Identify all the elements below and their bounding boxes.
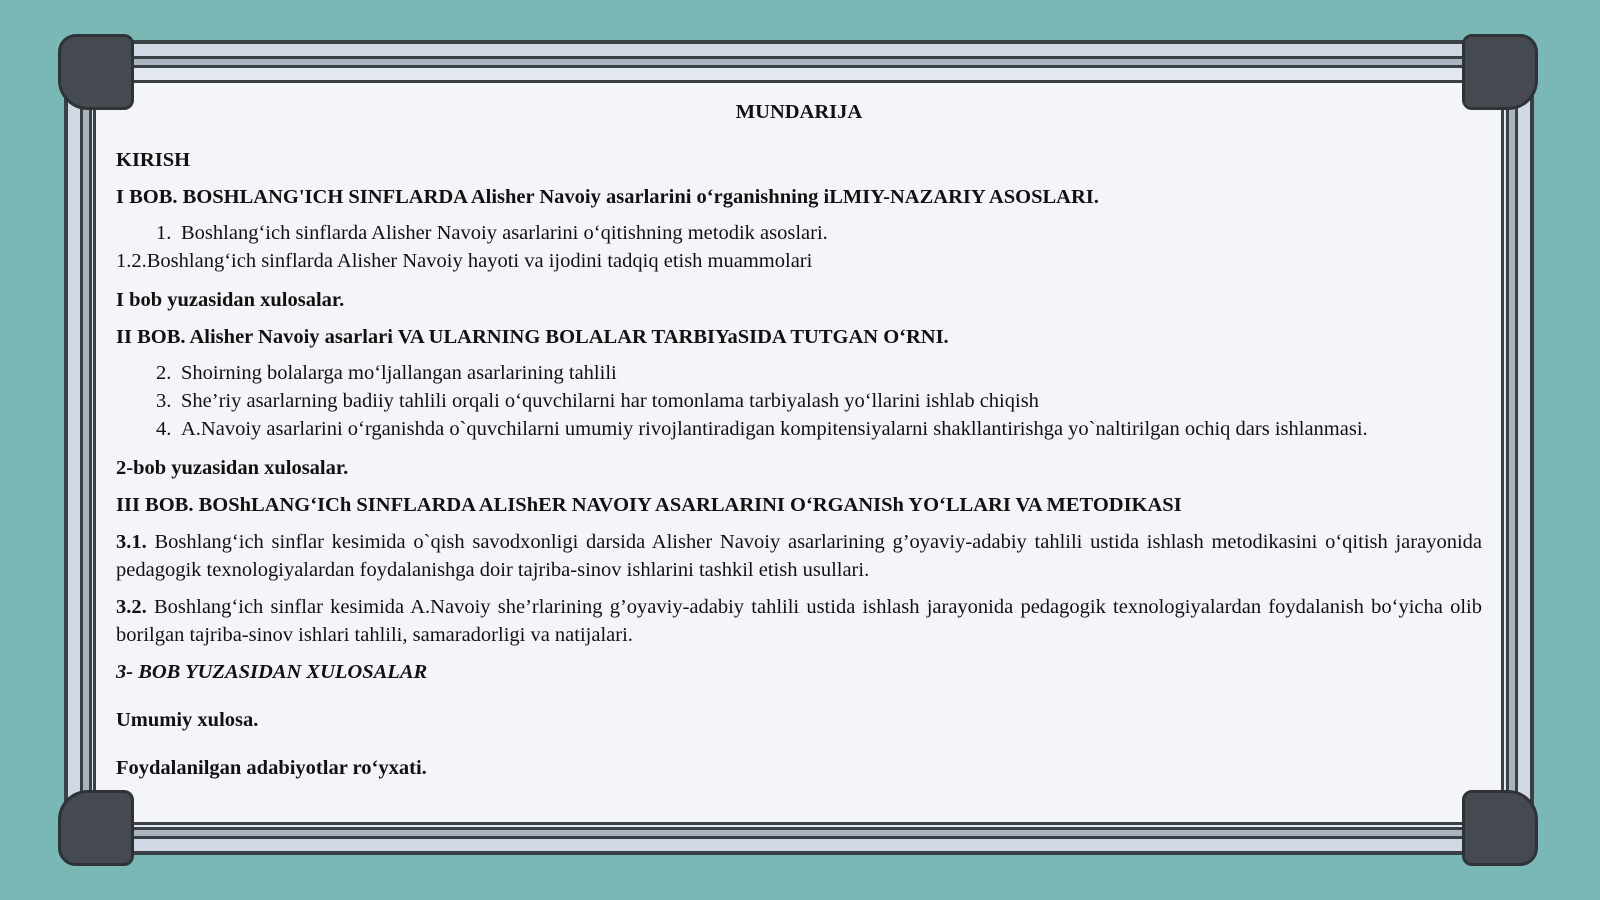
chapter1-conclusion: I bob yuzasidan xulosalar. bbox=[116, 289, 345, 311]
chapter1-subsection: 1.2.Boshlang‘ich sinflarda Alisher Navoiy hayoti va ijodini tadqiq etish muammolari bbox=[116, 250, 813, 272]
general-conclusion: Umumiy xulosa. bbox=[116, 709, 259, 731]
list-item-text: Boshlang‘ich sinflarda Alisher Navoiy asarlarini o‘qitishning metodik asoslari. bbox=[181, 222, 828, 244]
list-item-text: Shoirning bolalarga mo‘ljallangan asarlarining tahlili bbox=[181, 362, 617, 384]
chapter2-conclusion: 2-bob yuzasidan xulosalar. bbox=[116, 457, 349, 479]
section-text: Boshlang‘ich sinflar kesimida o`qish savodxonligi darsida Alisher Navoiy asarlarining g’oyaviy-adabiy tahlili ustida ishlash metodikasini o‘qitish jarayonida pedagogik texnologiyalardan foydalanishga doir tajriba-sinov ishlarini tashkil etish usullari. bbox=[116, 531, 1482, 581]
section-number: 3.1. bbox=[116, 531, 147, 553]
chapter3-heading: III BOB. BOShLANG‘ICh SINFLARDA ALIShER NAVOIY ASARLARINI O‘RGANISh YO‘LLARI VA METODIKASI bbox=[116, 494, 1182, 516]
section-number: 3.2. bbox=[116, 596, 147, 618]
list-item bbox=[116, 359, 1482, 387]
references-entry: Foydalanilgan adabiyotlar ro‘yxati. bbox=[116, 757, 427, 779]
chapter2-list bbox=[116, 359, 1482, 443]
list-item-text: She’riy asarlarning badiiy tahlili orqali o‘quvchilarni har tomonlama tarbiyalash yo‘llarini ishlab chiqish bbox=[181, 390, 1039, 412]
list-item-number: 2. bbox=[156, 362, 172, 384]
chapter1-list bbox=[116, 219, 1482, 247]
list-item bbox=[116, 387, 1482, 415]
list-item-number: 4. bbox=[156, 418, 172, 440]
page-title: MUNDARIJA bbox=[735, 101, 863, 123]
list-item bbox=[116, 219, 1482, 247]
frame-corner-bottom-right bbox=[1462, 790, 1538, 866]
list-item bbox=[116, 415, 1482, 443]
chapter3-conclusion: 3- BOB YUZASIDAN XULOSALAR bbox=[116, 661, 428, 683]
list-item-number: 1. bbox=[156, 222, 172, 244]
chapter1-heading: I BOB. BOSHLANG'ICH SINFLARDA Alisher Navoiy asarlarini o‘rganishning iLMIY-NAZARIY ASOSLARI. bbox=[116, 186, 1099, 208]
intro-entry: KIRISH bbox=[116, 149, 191, 171]
chapter2-heading: II BOB. Alisher Navoiy asarlari VA ULARNING BOLALAR TARBIYaSIDA TUTGAN O‘RNI. bbox=[116, 326, 949, 348]
table-of-contents bbox=[116, 98, 1482, 782]
list-item-text: A.Navoiy asarlarini o‘rganishda o`quvchilarni umumiy rivojlantiradigan kompitensiyalarni shakllantirishga yo`naltirilgan ochiq dars ishlanmasi. bbox=[181, 418, 1368, 440]
section-3-1 bbox=[116, 528, 1482, 584]
section-text: Boshlang‘ich sinflar kesimida A.Navoiy she’rlarining g’oyaviy-adabiy tahlili ustida ishlash jarayonida pedagogik texnologiyalardan foydalanish bo‘yicha olib borilgan tajriba-sinov ishlari tahlili, samaradorligi va natijalari. bbox=[116, 596, 1483, 646]
section-3-2 bbox=[116, 593, 1482, 649]
list-item-number: 3. bbox=[156, 390, 172, 412]
frame-corner-bottom-left bbox=[58, 790, 134, 866]
